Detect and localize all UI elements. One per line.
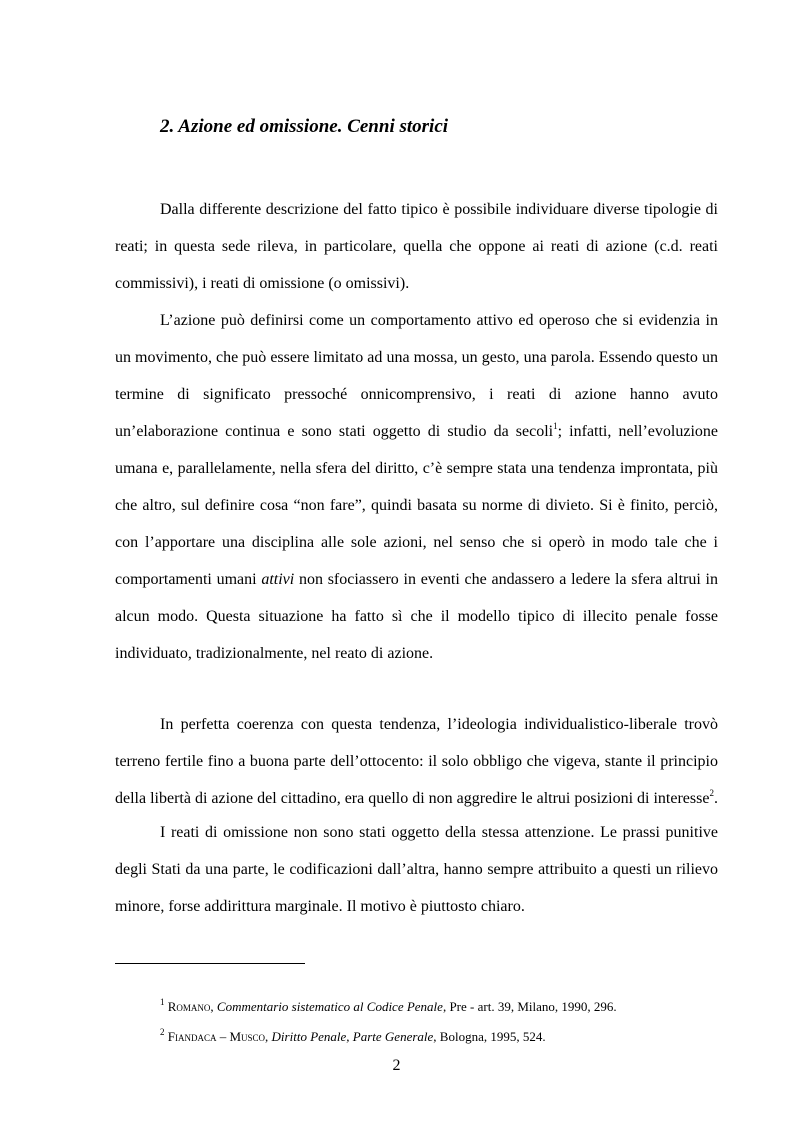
paragraph-2 bbox=[115, 302, 718, 672]
paragraph-2-text-a: L’azione può definirsi come un comportamento attivo ed operoso che si evidenzia in un movimento, che può essere limitato ad una mossa, un gesto, una parola. Essendo questo un termine di significato pressoché onnicomprensivo, i reati di azione hanno avuto un’elaborazione continua e sono stati oggetto di studio da secoli bbox=[115, 312, 718, 440]
section-heading: 2. Azione ed omissione. Cenni storici bbox=[160, 116, 449, 137]
footnote-1-author: Romano bbox=[167, 999, 211, 1014]
paragraph-1: Dalla differente descrizione del fatto tipico è possibile individuare diverse tipologie di reati; in questa sede rileva, in particolare, quella che oppone ai reati di azione (c.d. reati commissivi), i reati di omissione (o omissivi). bbox=[115, 201, 718, 292]
paragraph-3-text-a: In perfetta coerenza con questa tendenza, l’ideologia individualistico-liberale trovò terreno fertile fino a buona parte dell’ottocento: il solo obbligo che vigeva, stante il principio della libertà di azione del cittadino, era quello di non aggredire le altrui posizioni di interesse bbox=[115, 716, 718, 807]
footnote-ref-1: 1 bbox=[553, 420, 558, 431]
footnote-1-rest: , Pre - art. 39, Milano, 1990, 296. bbox=[442, 999, 617, 1014]
footnote-2-number: 2 bbox=[160, 1026, 165, 1037]
paragraph-3-text-b: . bbox=[713, 790, 718, 807]
footnote-2-author: Fiandaca – Musco bbox=[167, 1029, 266, 1044]
footnote-1-title: Commentario sistematico al Codice Penale bbox=[216, 999, 443, 1014]
page-number: 2 bbox=[392, 1057, 401, 1074]
footnote-1-sep: , bbox=[210, 999, 217, 1014]
paragraph-3 bbox=[115, 706, 718, 817]
footnote-2-title: Diritto Penale, Parte Generale bbox=[271, 1029, 434, 1044]
paragraph-2-text-c: non sfociassero in eventi che andassero a ledere la sfera altrui in alcun modo. Questa situazione ha fatto sì che il modello tipico di illecito penale fosse individuato, tradizionalmente, nel reato di azione. bbox=[115, 571, 718, 662]
footnote-1-number: 1 bbox=[160, 996, 165, 1007]
footnote-2-sep: , bbox=[265, 1029, 272, 1044]
italic-word-attivi: attivi bbox=[261, 571, 295, 588]
footnote-separator bbox=[115, 963, 305, 964]
footnote-2 bbox=[160, 1026, 546, 1045]
paragraph-4: I reati di omissione non sono stati oggetto della stessa attenzione. Le prassi punitive degli Stati da una parte, le codificazioni dall’altra, hanno sempre attribuito a questi un rilievo minore, forse addirittura marginale. Il motivo è piuttosto chiaro. bbox=[115, 824, 718, 915]
footnote-2-rest: , Bologna, 1995, 524. bbox=[433, 1029, 546, 1044]
footnote-1 bbox=[160, 996, 617, 1015]
footnote-ref-2: 2 bbox=[709, 787, 714, 798]
paragraph-2-text-b: ; infatti, nell’evoluzione umana e, parallelamente, nella sfera del diritto, c’è sempre stata una tendenza improntata, più che altro, sul definire cosa “non fare”, quindi basata su norme di divieto. Si è finito, perciò, con l’apportare una disciplina alle sole azioni, nel senso che si operò in modo tale che i comportamenti umani bbox=[115, 423, 718, 588]
